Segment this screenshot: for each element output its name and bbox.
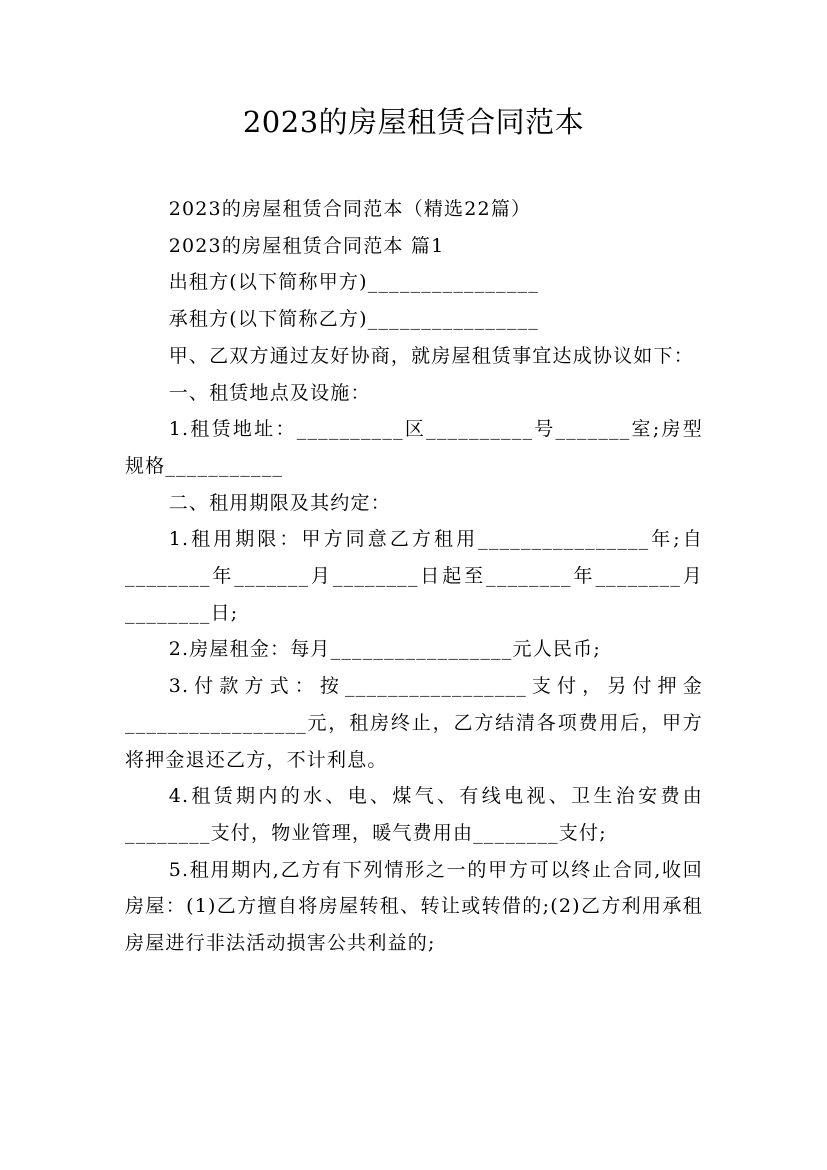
paragraph-clause-2-heading: 二、租用期限及其约定： bbox=[168, 491, 391, 514]
paragraph-subtitle: 2023的房屋租赁合同范本（精选22篇） bbox=[168, 198, 532, 220]
paragraph-rental-address: 1.租赁地址：__________区__________号_______室;房型规格___________ bbox=[125, 418, 703, 477]
paragraph-rental-period: 1.租用期限：甲方同意乙方租用________________年;自________年_______月________日起至________年________月________日; bbox=[125, 528, 703, 624]
paragraph-section-heading: 2023的房屋租赁合同范本 篇1 bbox=[168, 234, 445, 257]
document-body bbox=[125, 191, 703, 962]
paragraph-agreement-intro: 甲、乙双方通过友好协商，就房屋租赁事宜达成协议如下： bbox=[168, 344, 694, 367]
paragraph-lessor: 出租方(以下简称甲方)________________ bbox=[168, 271, 539, 294]
paragraph-lessee: 承租方(以下简称乙方)________________ bbox=[168, 308, 539, 331]
paragraph-utilities: 4.租赁期内的水、电、煤气、有线电视、卫生治安费由________支付，物业管理，暖气费用由________支付; bbox=[125, 785, 703, 844]
document-title: 2023的房屋租赁合同范本 bbox=[242, 105, 585, 139]
paragraph-clause-1-heading: 一、租赁地点及设施： bbox=[168, 381, 371, 404]
paragraph-rent: 2.房屋租金：每月_________________元人民币; bbox=[168, 638, 601, 661]
paragraph-payment-method: 3.付款方式：按_________________支付，另付押金_________________元，租房终止，乙方结清各项费用后，甲方将押金退还乙方，不计利息。 bbox=[125, 675, 703, 771]
paragraph-termination: 5.租用期内,乙方有下列情形之一的甲方可以终止合同,收回房屋：(1)乙方擅自将房屋转租、转让或转借的;(2)乙方利用承租房屋进行非法活动损害公共利益的; bbox=[125, 858, 703, 955]
